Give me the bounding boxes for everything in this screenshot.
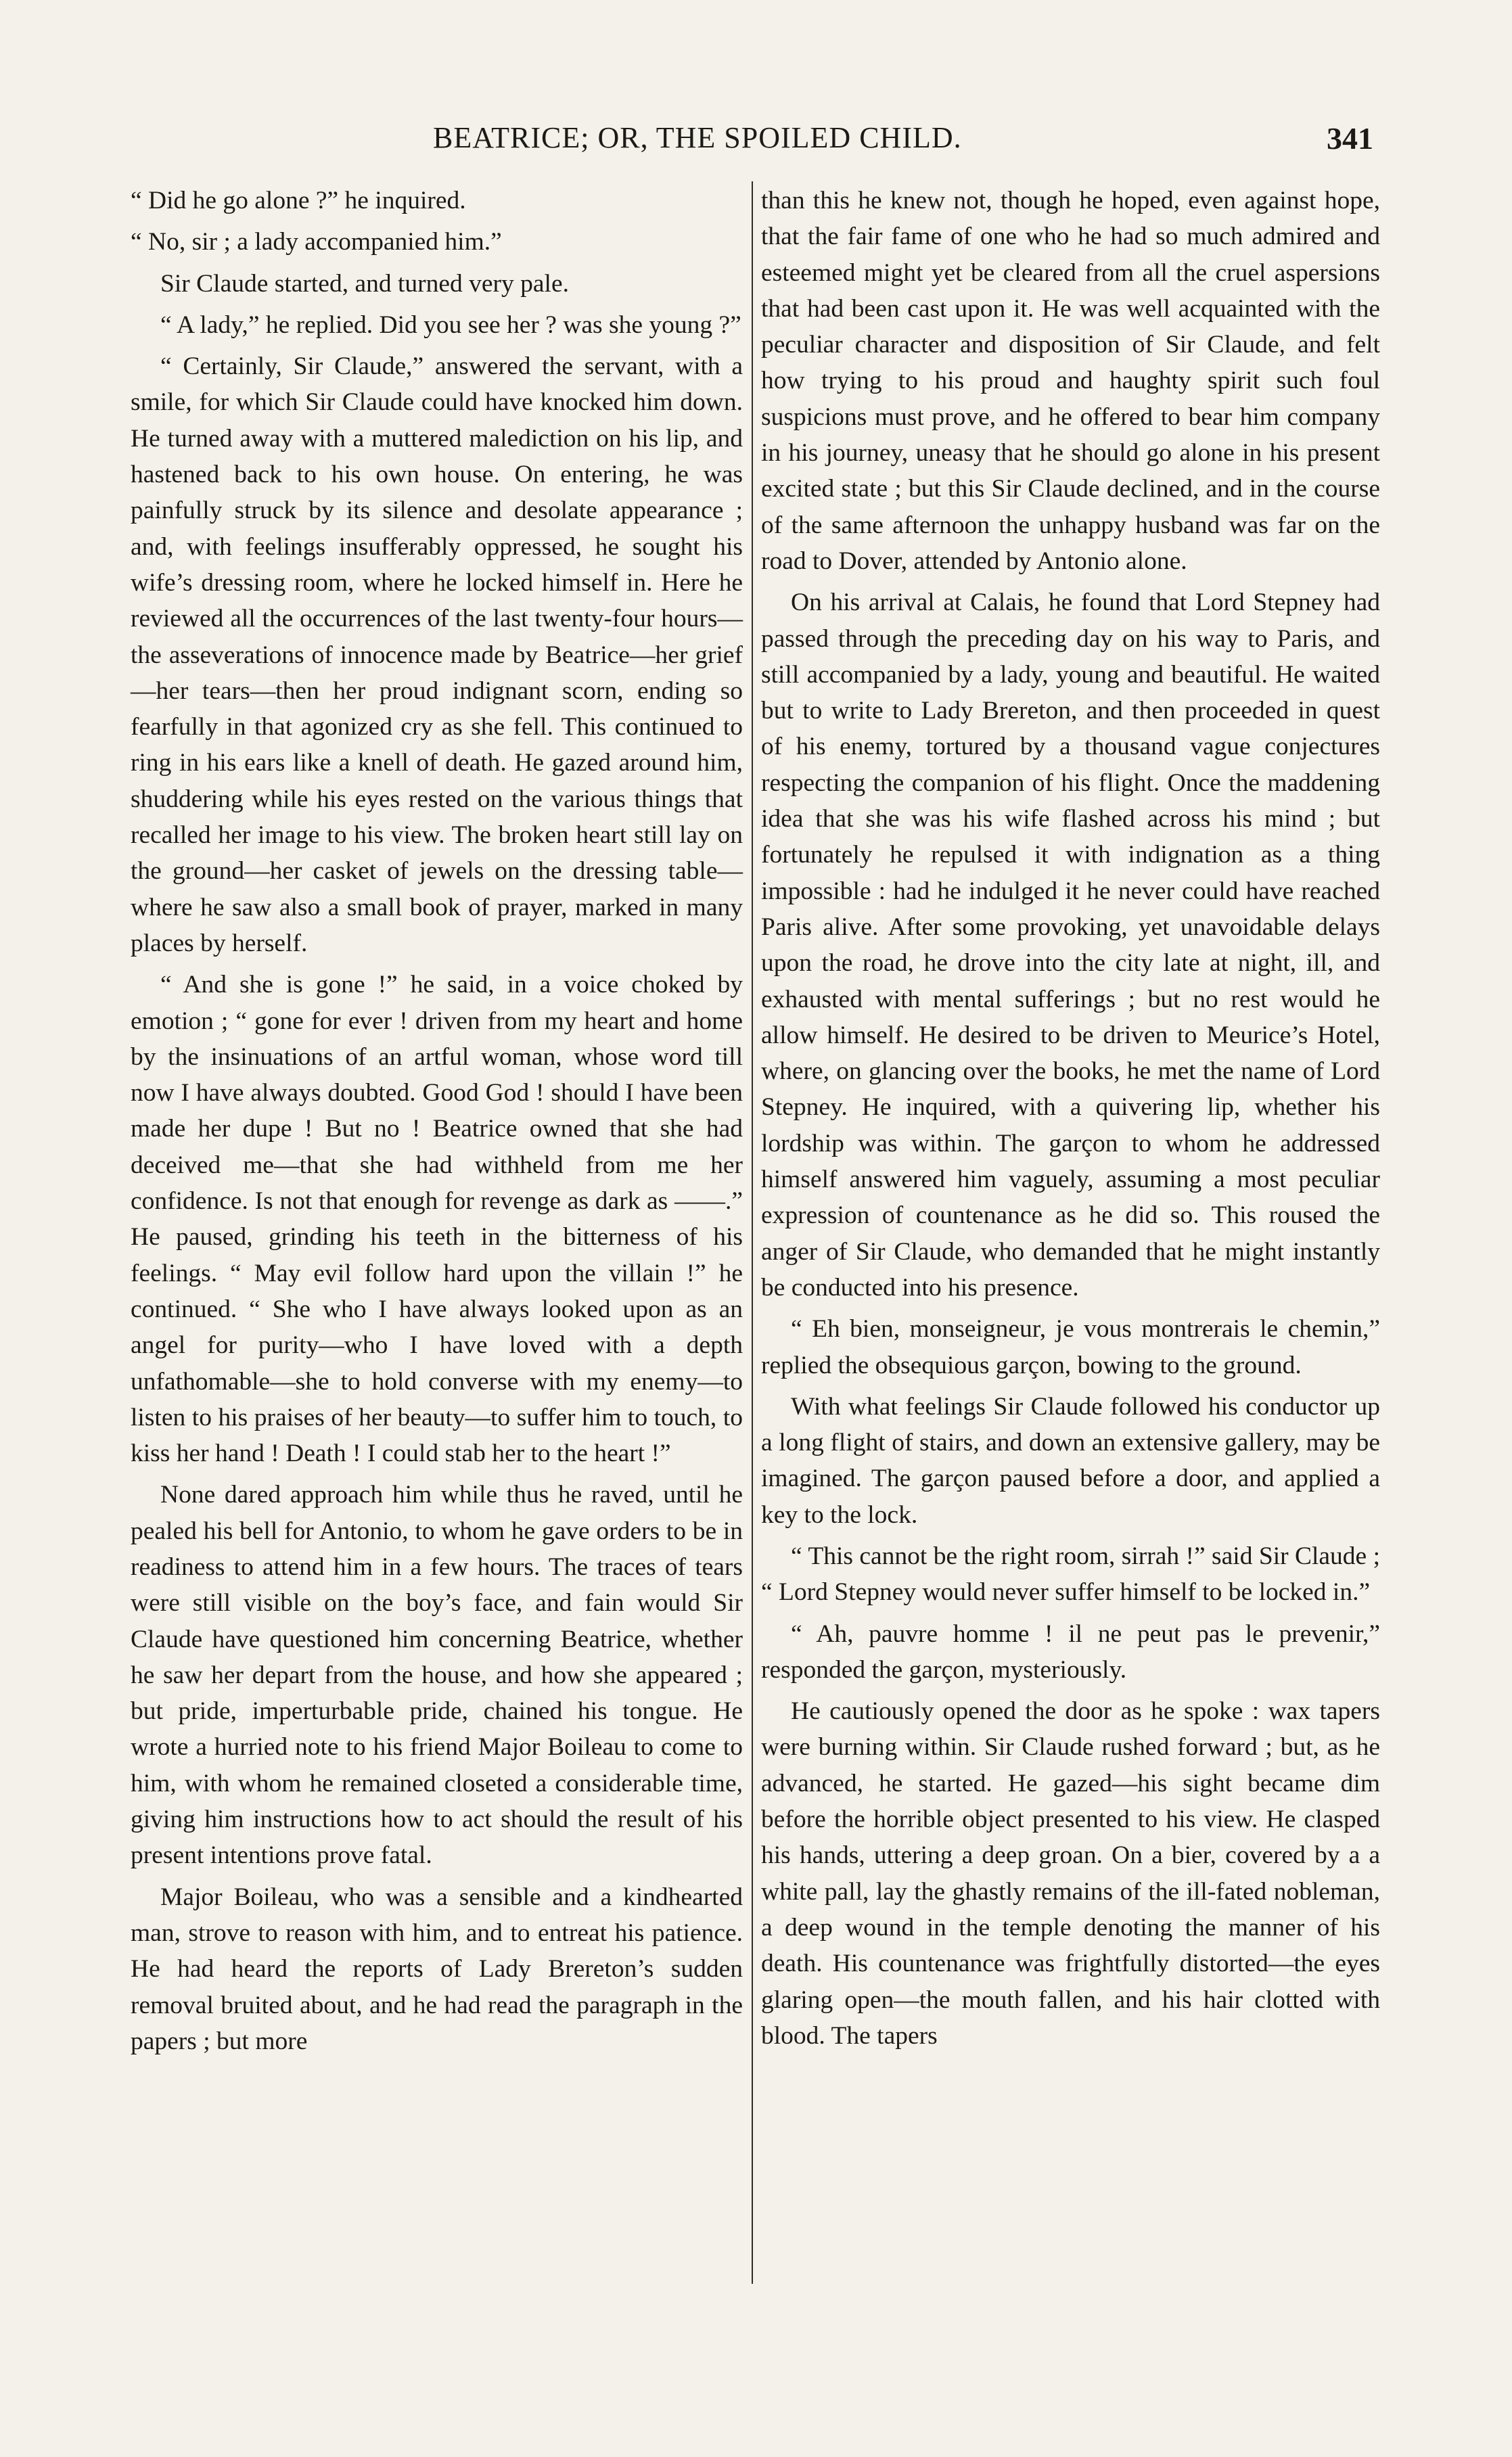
running-title: BEATRICE; OR, THE SPOILED CHILD. bbox=[433, 121, 962, 154]
paragraph: Major Boileau, who was a sensible and a kindhearted man, strove to reason with him, and to entreat his patience. He had heard the reports of Lady Brereton’s sudden removal bruited about, and he had read the paragraph in the papers ; but more bbox=[131, 1883, 743, 2055]
page-header bbox=[0, 120, 1512, 161]
paragraph: than this he knew not, though he hoped, even against hope, that the fair fame of one who he had so much admired and esteemed might yet be cleared from all the cruel aspersions that had been cast upon it. He was well acquainted with the peculiar character and disposition of Sir Claude, and felt how trying to his proud and haughty spirit such foul suspicions must prove, and he offered to bear him company in his journey, uneasy that he should go alone in his present excited state ; but this Sir Claude declined, and in the course of the same afternoon the unhappy husband was far on the road to Dover, attended by Antonio alone. bbox=[761, 187, 1380, 575]
page-number: 341 bbox=[1327, 121, 1373, 156]
paragraph: “ A lady,” he replied. Did you see her ? was she young ?” bbox=[160, 311, 741, 339]
paragraph: “ This cannot be the right room, sirrah !” said Sir Claude ; “ Lord Stepney would never suffer himself to be locked in.” bbox=[761, 1542, 1380, 1607]
paragraph: “ Certainly, Sir Claude,” answered the servant, with a smile, for which Sir Claude could have knocked him down. He turned away with a muttered malediction on his lip, and hastened back to his own house. On entering, he was painfully struck by its silence and desolate appearance ; and, with feelings insufferably oppressed, he sought his wife’s dressing room, where he locked himself in. Here he reviewed all the occurrences of the last twenty-four hours—the asseverations of innocence made by Beatrice—her grief—her tears—then her proud indignant scorn, ending so fearfully in that agonized cry as she fell. This continued to ring in his ears like a knell of death. He gazed around him, shuddering while his eyes rested on the various things that recalled her image to his view. The broken heart still lay on the ground—her casket of jewels on the dressing table—where he saw also a small book of prayer, marked in many places by herself. bbox=[131, 352, 743, 957]
paragraph: “ Ah, pauvre homme ! il ne peut pas le prevenir,” responded the garçon, mysteriously. bbox=[761, 1620, 1380, 1684]
paragraph: With what feelings Sir Claude followed his conductor up a long flight of stairs, and down an extensive gallery, may be imagined. The garçon paused before a door, and applied a key to the lock. bbox=[761, 1392, 1380, 1529]
paragraph: “ Did he go alone ?” he inquired. bbox=[131, 187, 466, 214]
right-column bbox=[761, 183, 1380, 2059]
column-divider bbox=[752, 181, 753, 2284]
paragraph: On his arrival at Calais, he found that Lord Stepney had passed through the preceding day on his way to Paris, and still accompanied by a lady, young and beautiful. He waited but to write to Lady Brereton, and then proceeded in quest of his enemy, tortured by a thousand vague conjectures respecting the companion of his flight. Once the maddening idea that she was his wife flashed across his mind ; but fortunately he repulsed it with indignation as a thing impossible : had he indulged it he never could have reached Paris alive. After some provoking, yet unavoidable delays upon the road, he drove into the city late at night, ill, and exhausted with mental sufferings ; but no rest would he allow himself. He desired to be driven to Meurice’s Hotel, where, on glancing over the books, he met the name of Lord Stepney. He inquired, with a quivering lip, whether his lordship was within. The garçon to whom he addressed himself answered him vaguely, assuming a most peculiar expression of countenance as he did so. This roused the anger of Sir Claude, who demanded that he might instantly be conducted into his presence. bbox=[761, 589, 1380, 1302]
paragraph: Sir Claude started, and turned very pale. bbox=[160, 269, 569, 298]
paragraph: He cautiously opened the door as he spoke : wax tapers were burning within. Sir Claude rushed forward ; but, as he advanced, he started. He gazed—his sight became dim before the horrible object presented to his view. He clasped his hands, uttering a deep groan. On a bier, covered by a a white pall, lay the ghastly remains of the ill-fated nobleman, a deep wound in the temple denoting the manner of his death. His countenance was frightfully distorted—the eyes glaring open—the mouth fallen, and his hair clotted with blood. The tapers bbox=[761, 1697, 1380, 2050]
paragraph: None dared approach him while thus he raved, until he pealed his bell for Antonio, to whom he gave orders to be in readiness to attend him in a few hours. The traces of tears were still visible on the boy’s face, and fain would Sir Claude have questioned him concerning Beatrice, whether he saw her depart from the house, and how she appeared ; but pride, imperturbable pride, chained his tongue. He wrote a hurried note to his friend Major Boileau to come to him, with whom he remained closeted a considerable time, giving him instructions how to act should the result of his present intentions prove fatal. bbox=[131, 1481, 743, 1870]
paragraph: “ No, sir ; a lady accompanied him.” bbox=[131, 228, 502, 256]
paragraph: “ And she is gone !” he said, in a voice choked by emotion ; “ gone for ever ! driven from my heart and home by the insinuations of an artful woman, whose word till now I have always doubted. Good God ! should I have been made her dupe ! But no ! Beatrice owned that she had deceived me—that she had withheld from me her confidence. Is not that enough for revenge as dark as ——.” He paused, grinding his teeth in the bitterness of his feelings. “ May evil follow hard upon the villain !” he continued. “ She who I have always looked upon as an angel for purity—who I have loved with a depth unfathomable—she to hold converse with my enemy—to listen to his praises of her beauty—to suffer him to touch, to kiss her hand ! Death ! I could stab her to the heart !” bbox=[131, 971, 743, 1468]
paragraph: “ Eh bien, monseigneur, je vous montrerais le chemin,” replied the obsequious garçon, bowing to the ground. bbox=[761, 1315, 1380, 1379]
left-column bbox=[131, 183, 743, 2065]
